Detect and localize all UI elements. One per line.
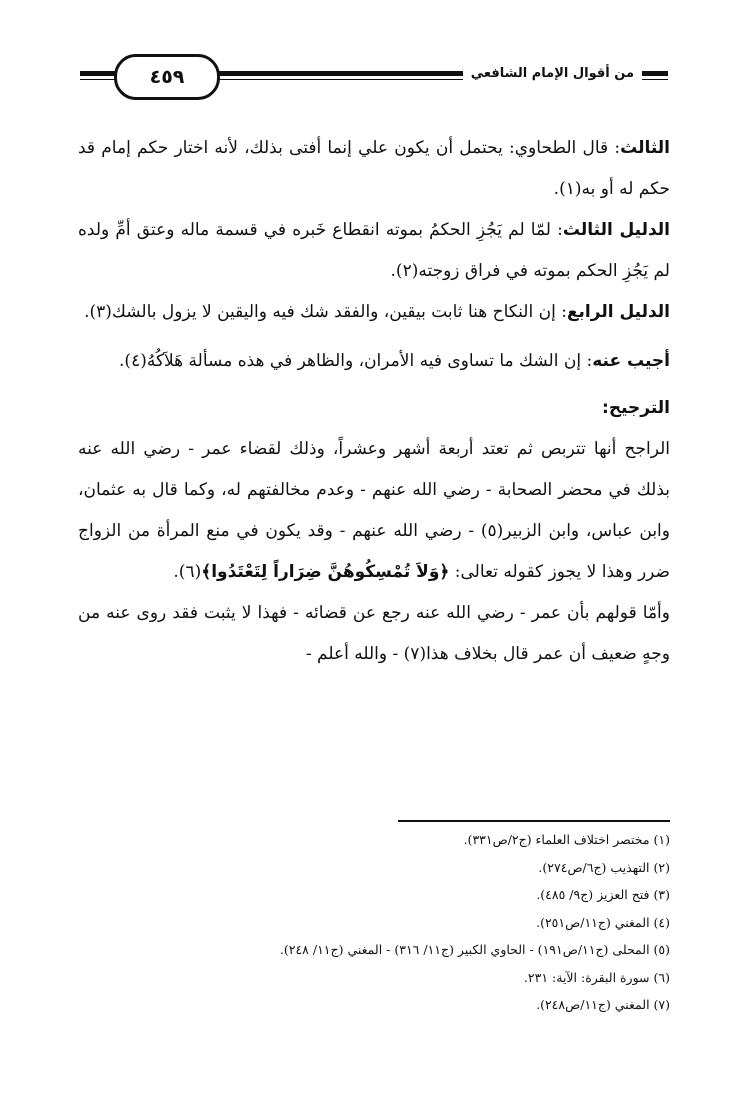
paragraph-evidence-three — [78, 210, 670, 292]
page-header — [80, 54, 668, 98]
paragraph-text: : إن الشك ما تساوى فيه الأمران، والظاهر في هذه مسألة هَلاَكُهُ(٤). — [119, 351, 593, 371]
term-label: الثالث — [620, 138, 670, 158]
footnote-ref: (٦). — [173, 562, 202, 582]
footnote: (٢) التهذيب (ج٦/ص٢٧٤). — [538, 859, 670, 875]
paragraph-text: : إن النكاح هنا ثابت بيقين، والفقد شك فيه واليقين لا يزول بالشك(٣). — [84, 302, 567, 322]
paragraph-text: : لمّا لم يَجُزِ الحكمُ بموته انقطاع خَبره في قسمة ماله وعتق أمِّ ولده لم يَجُزِ الحكم بموته في فراق زوجته(٢). — [78, 220, 670, 281]
paragraph-third — [78, 128, 670, 210]
footnote: (٥) المحلى (ج١١/ص١٩١) - الحاوي الكبير (ج١١/ ٣١٦) - المغني (ج١١/ ٢٤٨). — [279, 942, 670, 957]
main-text — [78, 128, 670, 675]
footnote-separator — [398, 820, 670, 822]
footnote: (٦) سورة البقرة: الآية: ٢٣١. — [523, 969, 670, 985]
footnote: (٣) فتح العزيز (ج٩/ ٤٨٥). — [536, 887, 670, 902]
section-heading: الترجيح: — [602, 398, 670, 418]
paragraph-final: وأمّا قولهم بأن عمر - رضي الله عنه رجع عن قضائه - فهذا لا يثبت فقد روى عنه من وجهٍ ضعيف أن عمر قال بخلاف هذا(٧) - والله أعلم - — [78, 603, 670, 664]
footnotes — [78, 826, 670, 1019]
footnote: (٧) المغني (ج١١/ص٢٤٨). — [536, 997, 670, 1012]
paragraph-evidence-four — [78, 292, 670, 333]
paragraph-text: الراجح أنها تتربص ثم تعتد أربعة أشهر وعشراً، وذلك لقضاء عمر - رضي الله عنه بذلك في محضر الصحابة - رضي الله عنهم - وعدم مخالفتهم له، وكما قال به عثمان، وابن عباس، وابن الزبير(٥) - رضي الله عنهم - وقد يكون في منع المرأة من الزواج ضرر وهذا لا يجوز كقوله تعالى: — [78, 439, 670, 582]
running-title: من أقوال الإمام الشافعي — [463, 63, 642, 85]
term-label: الدليل الرابع — [566, 302, 670, 322]
page-number: ٤٥٩ — [114, 54, 220, 100]
quran-verse: ﴿وَلاَ تُمْسِكُوهُنَّ ضِرَاراً لِتَعْتَدُوا﴾ — [201, 562, 450, 582]
term-label: الدليل الثالث — [562, 220, 671, 240]
paragraph-text: : قال الطحاوي: يحتمل أن يكون علي إنما أفتى بذلك، لأنه اختار حكم إمام قد حكم له أو به(١). — [78, 138, 670, 199]
paragraph-tarjih — [78, 429, 670, 593]
term-label: أجيب عنه — [592, 351, 670, 371]
footnote: (٤) المغني (ج١١/ص٢٥١). — [536, 914, 670, 930]
footnote: (١) مختصر اختلاف العلماء (ج٢/ص٣٣١). — [463, 832, 670, 847]
paragraph-reply — [78, 341, 670, 382]
